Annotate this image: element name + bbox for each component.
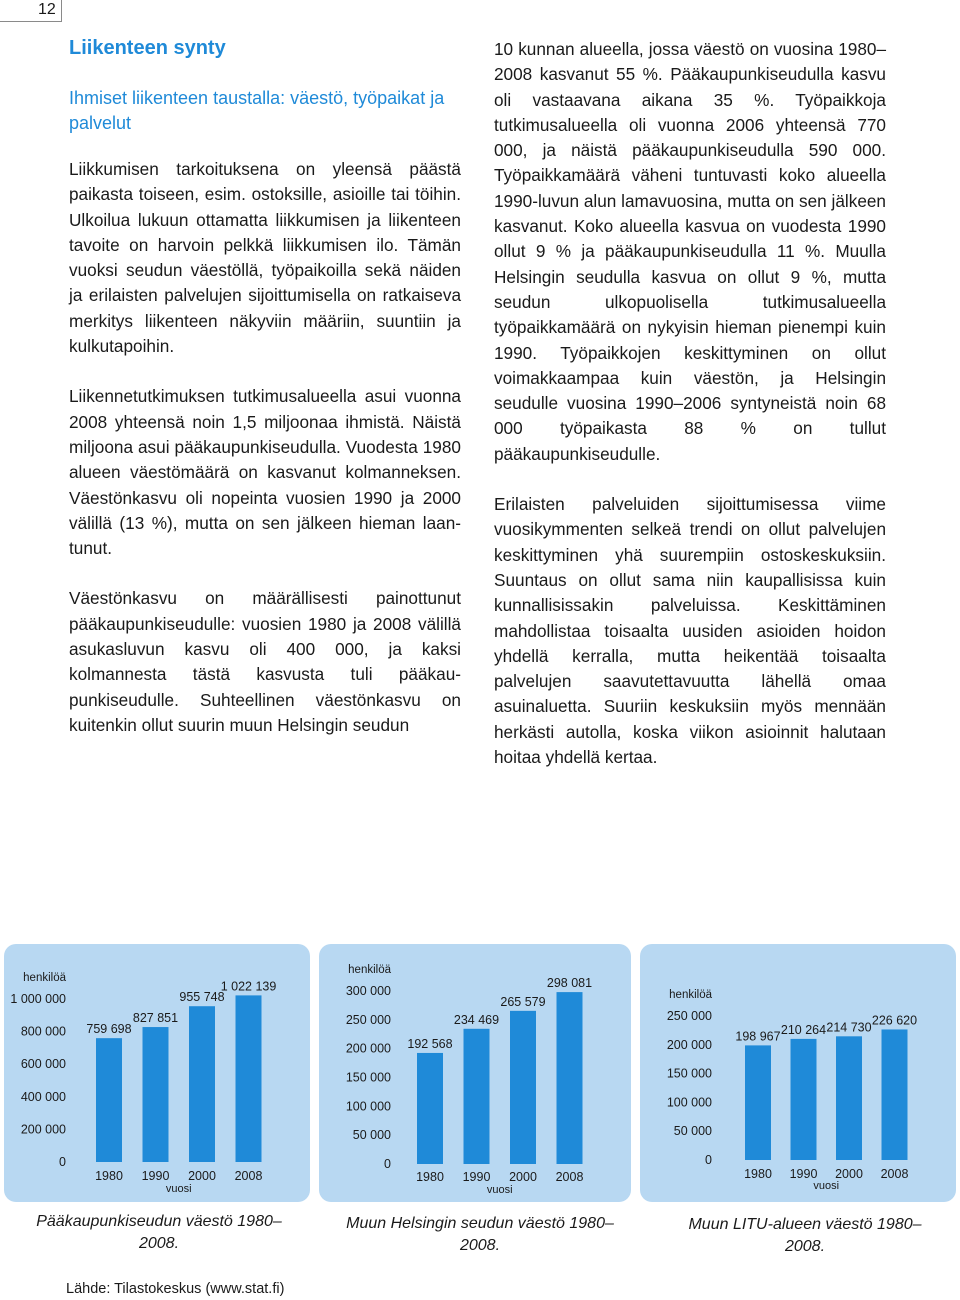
y-tick-label: 50 000	[673, 1124, 712, 1139]
bar	[882, 1029, 908, 1160]
y-tick-label: 250 000	[666, 1009, 712, 1023]
y-tick-label: 100 000	[666, 1095, 712, 1110]
bar	[745, 1045, 771, 1160]
bar	[96, 1038, 122, 1162]
y-tick-label: 400 000	[20, 1089, 66, 1104]
x-tick-label: 2008	[234, 1169, 263, 1183]
y-tick-label: 200 000	[345, 1041, 391, 1056]
x-tick-label: 2000	[188, 1169, 216, 1183]
chart-panel-capital-region	[4, 944, 310, 1202]
value-label: 234 469	[453, 1012, 500, 1027]
y-tick-label: 600 000	[20, 1057, 66, 1072]
body-paragraph: Liikkumisen tarkoituksena on yleensä päästä paikasta toiseen, esim. ostoksille, asioille tai töihin. Ulkoilua lukuun ottamatta liikkumisen ja liikenteen tavoite on harvoin pelkkä liikkumisen ilo. Tämän vuoksi seudun väestöllä, työpaikoilla sekä näiden ja erilaisten palvelujen sijoittumisella on ratkaiseva merkitys liikenteen näkyviin määriin, suuntiin ja kulkutapoihin.	[69, 159, 461, 357]
chart-caption: Muun Helsingin seudun väestö 1980–2008.	[346, 1215, 614, 1254]
chart-panel-helsinki-region	[319, 944, 631, 1202]
value-label: 827 851	[132, 1011, 179, 1026]
y-tick-label: 200 000	[20, 1122, 66, 1137]
y-tick-label: 0	[705, 1153, 712, 1167]
x-tick-label: 1990	[462, 1170, 491, 1184]
y-tick-label: 50 000	[352, 1128, 391, 1143]
body-paragraph: 10 kunnan alueella, jossa väestö on vuosina 1980–2008 kasvanut 55 %. Pääkaupunkiseudulla kasvu oli vastaavana aikana 35 %. Työpaikkoja tutkimusalueella oli vuonna 2006 yhteensä 770 000, ja näistä pääkaupunkiseudulla 590 000. Työpaikkamäärä väheni tuntuvasti koko alueella 1990-luvun alun lamavuosina, mutta on sen jälkeen kasvanut. Koko alueella kasvua on vuodesta 1990 ollut 9 % ja pääkaupunkiseudulla 11 %. Muulla Helsingin seudulla kasvua on ollut 9 %, mutta seudun ulkopuolisella tutkimusalueella työpaikkamäärä on nykyisin hieman pienempi kuin 1990. Työpaikkojen keskittyminen on ollut voimakkaampaa kuin väestön, ja Helsingin seudulle vuosina 1990–2006 syntyneistä noin 68 000 työpaikasta 88 % on tullut pääkaupunkiseudulle.	[494, 39, 886, 464]
x-tick-label: 1990	[141, 1169, 170, 1183]
x-tick-label: 2000	[835, 1167, 863, 1181]
bar	[836, 1036, 862, 1160]
bar	[189, 1006, 215, 1162]
value-label: 198 967	[735, 1029, 781, 1044]
right-column	[494, 37, 886, 795]
bar-chart-litu-region	[640, 944, 956, 1202]
bar	[510, 1011, 536, 1164]
x-tick-label: 2000	[509, 1170, 537, 1184]
chart-panel-litu-region	[640, 944, 956, 1202]
value-label: 192 568	[407, 1036, 453, 1051]
y-tick-label: 0	[384, 1157, 391, 1171]
y-tick-label: 300 000	[345, 984, 391, 998]
y-axis-label: henkilöä	[669, 989, 712, 1001]
y-axis-label: henkilöä	[348, 964, 391, 976]
left-column	[69, 34, 461, 763]
y-tick-label: 150 000	[345, 1070, 391, 1085]
x-tick-label: 2008	[880, 1167, 909, 1181]
body-paragraph: Erilaisten palveluiden sijoittumisessa viime vuosikymmenten selkeä trendi on ollut palvelujen keskittyminen yhä suurempiin ostoskeskuksiin. Suuntaus on ollut sama niin kaupallisissa kuin kunnallisissakin palveluissa. Keskittäminen mahdollistaa toisaalta uusiden asioiden hoidon yhdellä kerralla, mutta heikentää toisaalta palvelujen saavutettavuutta lähellä omaa asuinaluetta. Suuriin keskuksiin myös mennään herkästi autolla, koska viikon asioinnit halutaan hoitaa yhdellä kertaa.	[494, 494, 886, 768]
value-label: 955 748	[179, 990, 225, 1005]
page-heading: Liikenteen synty	[69, 37, 226, 59]
x-axis-label: vuosi	[486, 1184, 513, 1196]
bar-chart-helsinki-region	[319, 944, 631, 1202]
y-tick-label: 200 000	[666, 1037, 712, 1052]
x-tick-label: 1980	[95, 1169, 123, 1183]
value-label: 759 698	[86, 1022, 132, 1037]
value-label: 210 264	[780, 1022, 827, 1037]
y-tick-label: 250 000	[345, 1012, 391, 1027]
bar	[236, 995, 262, 1162]
bar	[791, 1039, 817, 1160]
x-axis-label: vuosi	[165, 1183, 192, 1195]
section-subheading: Ihmiset liikenteen taustalla: väestö, työpaikat ja palvelut	[69, 88, 445, 133]
x-tick-label: 2008	[555, 1170, 584, 1184]
y-axis-label: henkilöä	[23, 972, 66, 984]
page-number: 12	[0, 0, 62, 22]
bar	[464, 1029, 490, 1164]
value-label: 214 730	[826, 1020, 872, 1035]
value-label: 298 081	[546, 976, 593, 991]
source-note: Lähde: Tilastokeskus (www.stat.fi)	[66, 1281, 285, 1297]
body-paragraph: Väestönkasvu on määrällisesti painottunut pääkaupunkiseudulle: vuosien 1980 ja 2008 välillä asukasluvun kasvu oli 400 000, ja kaksi kolmannesta tästä kasvusta tuli pääkaupunkiseudulle. Suhteellinen väestönkasvu on kuitenkin ollut suurin muun Helsingin seudun	[69, 588, 461, 735]
x-tick-label: 1980	[744, 1167, 772, 1181]
x-axis-label: vuosi	[813, 1180, 840, 1192]
x-tick-label: 1980	[416, 1170, 444, 1184]
body-paragraph: Liikennetutkimuksen tutkimusalueella asui vuonna 2008 yhteensä noin 1,5 miljoonaa ihmistä. Näistä miljoona asui pääkaupunkiseudulla. Vuodesta 1980 alueen väestömäärä on kasvanut kolmanneksen. Väestönkasvu oli nopeinta vuosien 1990 ja 2000 välillä (13 %), mutta on sen jälkeen hieman laantunut.	[69, 386, 461, 559]
bar	[557, 992, 583, 1164]
bar-chart-capital-region	[4, 944, 310, 1202]
chart-caption: Muun LITU-alueen väestö 1980–2008.	[688, 1216, 922, 1255]
y-tick-label: 800 000	[20, 1024, 66, 1039]
y-tick-label: 100 000	[345, 1099, 391, 1114]
y-tick-label: 0	[59, 1155, 66, 1169]
y-tick-label: 150 000	[666, 1066, 712, 1081]
bar	[143, 1027, 169, 1162]
value-label: 265 579	[500, 994, 546, 1009]
value-label: 226 620	[871, 1013, 918, 1028]
y-tick-label: 1 000 000	[10, 992, 66, 1006]
x-tick-label: 1990	[789, 1167, 818, 1181]
value-label: 1 022 139	[220, 979, 277, 994]
bar	[417, 1053, 443, 1164]
chart-caption: Pääkaupunkiseudun väestö 1980–2008.	[36, 1213, 282, 1252]
